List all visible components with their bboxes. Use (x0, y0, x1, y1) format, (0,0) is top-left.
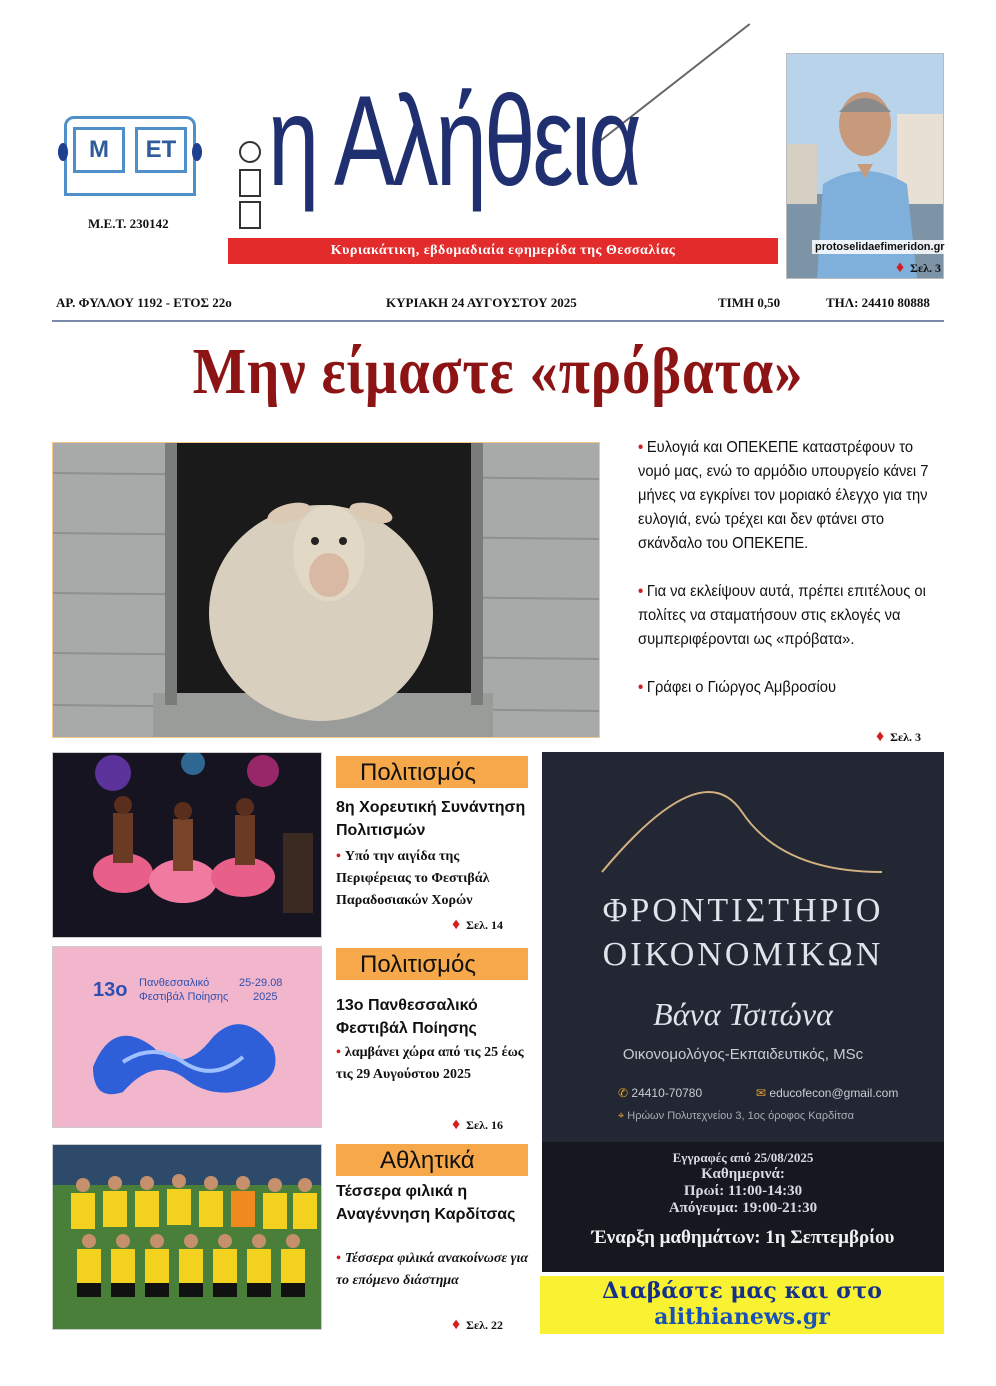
ad-title-line-1: ΦΡΟΝΤΙΣΤΗΡΙΟ (602, 892, 884, 929)
football-team-photo (52, 1144, 322, 1330)
poster-artwork (83, 1007, 293, 1107)
location-pin-icon: ⌖ (618, 1110, 625, 1122)
story-1-title: 8η Χορευτική Συνάντηση Πολιτισμών (336, 799, 526, 839)
mail-icon: ✉ (756, 1086, 767, 1100)
diamond-icon: ♦ (452, 1316, 461, 1333)
lead-page-ref: ♦ Σελ. 3 (876, 728, 922, 745)
story-3-title: Τέσσερα φιλικά η Αναγέννηση Καρδίτσας (336, 1183, 516, 1223)
poster-number: 13ο (93, 979, 128, 1001)
diamond-icon: ♦ (452, 1116, 461, 1133)
website-link[interactable]: alithianews.gr (654, 1304, 830, 1330)
diamond-icon: ♦ (452, 916, 461, 933)
poetry-festival-poster (52, 946, 322, 1128)
issue-number: ΑΡ. ΦΥΛΛΟΥ 1192 - ΕΤΟΣ 22ο (56, 295, 232, 310)
section-tab-culture-2: Πολιτισμός (336, 948, 528, 980)
met-logo-dot-left (58, 143, 68, 161)
sheep-photo (52, 442, 600, 738)
met-logo-dot-right (192, 143, 202, 161)
story-2-page-ref: ♦ Σελ. 16 (452, 1116, 504, 1133)
poster-dates: 25-29.08 (239, 977, 283, 989)
section-tab-sports: Αθλητικά (336, 1144, 528, 1176)
lead-bullet-2: • Για να εκλείψουν αυτά, πρέπει επιτέλους οι πολίτες να σταματήσουν στις εκλογές να συμπεριφέρονται ως «πρόβατα». (638, 583, 926, 648)
story-3-page-ref: ♦ Σελ. 22 (452, 1316, 504, 1333)
lead-headline: Μην είμαστε «πρόβατα» (192, 335, 804, 408)
met-logo-left: M (73, 127, 125, 173)
section-tab-culture-1: Πολιτισμός (336, 756, 528, 788)
website-promo[interactable] (540, 1276, 944, 1334)
photo-page-ref: ♦ Σελ. 3 (896, 259, 942, 276)
ad-phone: ✆ 24410-70780 (618, 1086, 703, 1100)
poster-year: 2025 (253, 991, 278, 1003)
story-1-body: • Υπό την αιγίδα της Περιφέρειας το Φεστιβάλ Παραδοσιακών Χορών (336, 849, 490, 908)
ad-afternoon: Απόγευμα: 19:00-21:30 (668, 1200, 818, 1216)
lead-author: • Γράφει ο Γιώργος Αμβροσίου (638, 679, 837, 696)
story-2-body: • λαμβάνει χώρα από τις 25 έως τις 29 Αυγούστου 2025 (336, 1045, 524, 1082)
diamond-icon: ♦ (876, 728, 885, 745)
issue-price: ΤΙΜΗ 0,50 (718, 295, 781, 310)
lead-summary (638, 436, 943, 724)
newspaper-title: η Αλήθεια (268, 70, 639, 213)
ad-registration: Εγγραφές από 25/08/2025 (672, 1150, 814, 1165)
ad-schedule (542, 1142, 944, 1272)
poster-line-2: Φεστιβάλ Ποίησης (139, 991, 229, 1003)
phone-number: ΤΗΛ: 24410 80888 (826, 295, 930, 310)
header-divider (52, 320, 944, 322)
phone-icon: ✆ (618, 1086, 629, 1100)
ad-start: Έναρξη μαθημάτων: 1η Σεπτεμβρίου (591, 1227, 895, 1248)
met-logo-right: ET (135, 127, 187, 173)
ad-role: Οικονομολόγος-Εκπαιδευτικός, MSc (622, 1046, 864, 1063)
ad-daily: Καθημερινά: (701, 1166, 785, 1182)
lead-bullet-1: • Ευλογιά και ΟΠΕΚΕΠΕ καταστρέφουν το νομό μας, ενώ το αρμόδιο υπουργείο κάνει 7 μήνες να εγκρίνει τον μοριακό έλεγχο για την ευλογιά, ενώ τρέχει και δεν φτάνει στο σκάνδαλο του ΟΠΕΚΕΠΕ. (638, 439, 929, 552)
tutoring-advertisement (542, 752, 944, 1272)
dance-festival-photo (52, 752, 322, 938)
promo-line-1: Διαβάστε μας και στο (602, 1278, 882, 1304)
story-3-body: • Τέσσερα φιλικά ανακοίνωσε για το επόμενο διάστημα (336, 1251, 529, 1288)
ad-morning: Πρωί: 11:00-14:30 (683, 1183, 803, 1199)
issue-date: ΚΥΡΙΑΚΗ 24 ΑΥΓΟΥΣΤΟΥ 2025 (386, 295, 577, 310)
ad-address: ⌖ Ηρώων Πολυτεχνείου 3, 1ος όροφος Καρδίτσα (618, 1110, 855, 1122)
met-logo (64, 116, 196, 196)
poster-line-1: Πανθεσσαλικό (139, 977, 210, 989)
story-2-title: 13ο Πανθεσσαλικό Φεστιβάλ Ποίησης (336, 997, 478, 1037)
ad-curve-logo (582, 772, 902, 882)
story-1-page-ref: ♦ Σελ. 14 (452, 916, 504, 933)
photo-source: protoselidaefimeridon.gr (812, 240, 948, 254)
press-badge-icon (236, 140, 264, 232)
ad-name: Βάνα Τσιτώνα (653, 996, 833, 1032)
met-code: Μ.Ε.Τ. 230142 (88, 216, 169, 231)
newspaper-subtitle: Κυριακάτικη, εβδομαδιαία εφημερίδα της Θεσσαλίας (228, 238, 778, 264)
ad-email: ✉ educofecon@gmail.com (756, 1086, 899, 1100)
ad-title-line-2: ΟΙΚΟΝΟΜΙΚΩΝ (602, 936, 884, 973)
diamond-icon: ♦ (896, 259, 905, 276)
